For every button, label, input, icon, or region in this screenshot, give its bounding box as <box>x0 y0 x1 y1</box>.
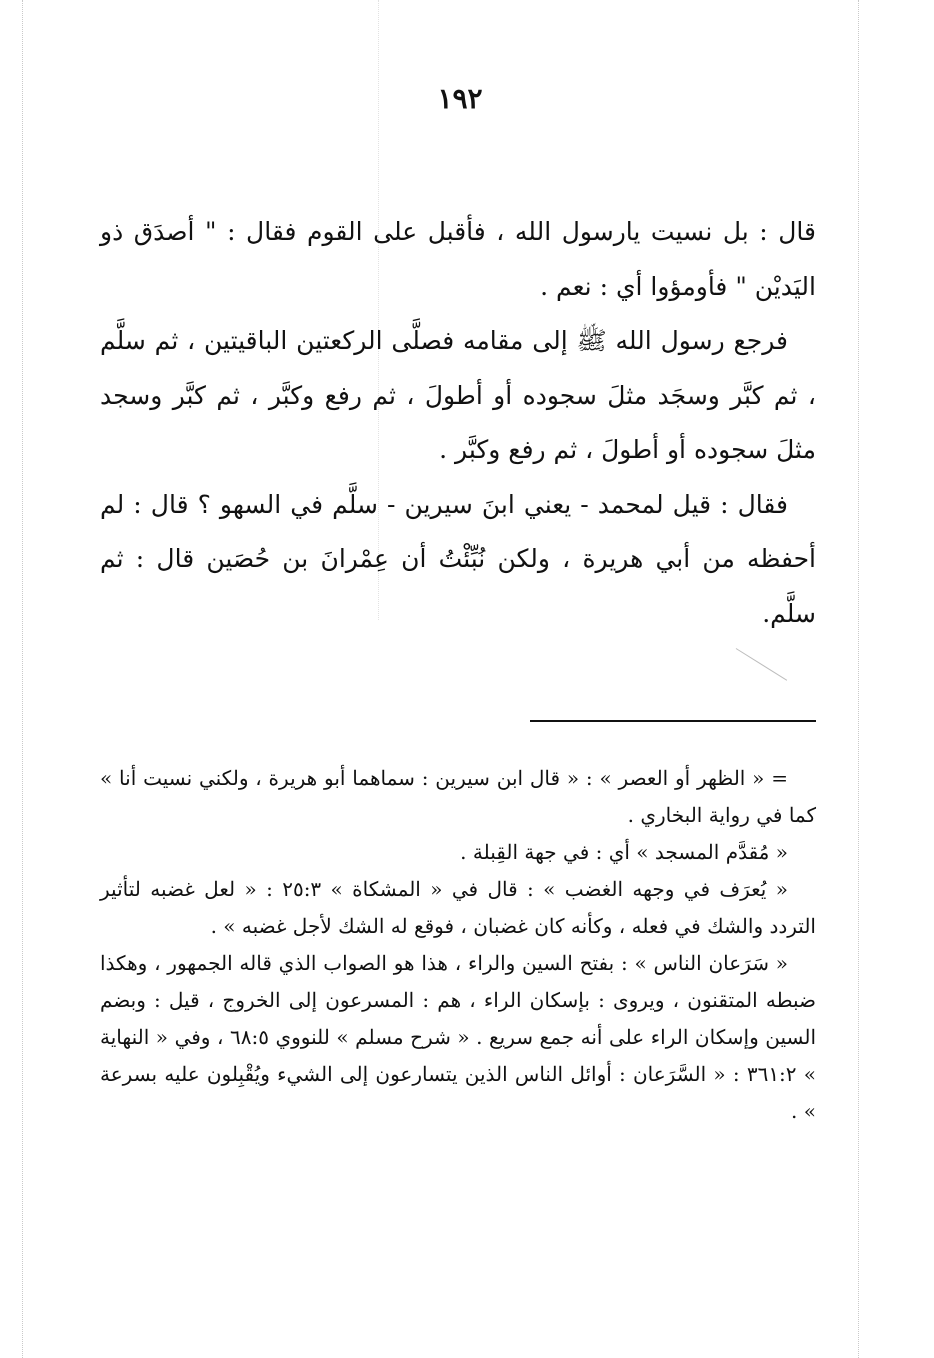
paragraph: قال : بل نسيت يارسول الله ، فأقبل على القوم فقال : " أصدَق ذو اليَديْن " فأومؤوا أي : نعم . <box>100 217 816 301</box>
scan-artifact-right <box>858 0 859 1358</box>
scan-mark <box>736 648 787 681</box>
footnote: « يُعرَف في وجهه الغضب » : قال في « المشكاة » ٢٥:٣ : « لعل غضبه لتأثير التردد والشك في فعله ، وكأنه كان غضبان ، فوقع له الشك لأجل غضبه » . <box>100 877 816 938</box>
footnote-separator <box>530 720 816 722</box>
footnote: « مُقدَّم المسجد » أي : في جهة القِبلة . <box>460 840 788 864</box>
scan-artifact-left <box>22 0 23 1358</box>
paragraph: فرجع رسول الله ﷺ إلى مقامه فصلَّى الركعتين الباقيتين ، ثم سلَّم ، ثم كبَّر وسجَد مثلَ سجوده أو أطولَ ، ثم رفع وكبَّر ، ثم كبَّر وسجد مثلَ سجوده أو أطولَ ، ثم رفع وكبَّر . <box>100 326 816 464</box>
main-text <box>100 205 816 641</box>
paragraph: فقال : قيل لمحمد - يعني ابنَ سيرين - سلَّم في السهو ؟ قال : لم أحفظه من أبي هريرة ، ولكن نُبِّئْتُ أن عِمْرانَ بن حُصَين قال : ثم سلَّم. <box>100 489 816 628</box>
footnote: = « الظهر أو العصر » : « قال ابن سيرين : سماهما أبو هريرة ، ولكني نسيت أنا » كما في رواية البخاري . <box>100 766 816 827</box>
footnotes <box>100 760 816 1130</box>
footnote: « سَرَعان الناس » : بفتح السين والراء ، هذا هو الصواب الذي قاله الجمهور ، وهكذا ضبطه المتقنون ، ويروى : بإسكان الراء ، هم : المسرعون إلى الخروج ، قيل : وبضم السين وإسكان الراء على أنه جمع سريع . « شرح مسلم » للنووي ٦٨:٥ ، وفي « النهاية » ٣٦١:٢ : « السَّرَعان : أوائل الناس الذين يتسارعون إلى الشيء ويُقْبِلون عليه بسرعة » . <box>100 951 817 1123</box>
page-number: ١٩٢ <box>437 82 483 115</box>
